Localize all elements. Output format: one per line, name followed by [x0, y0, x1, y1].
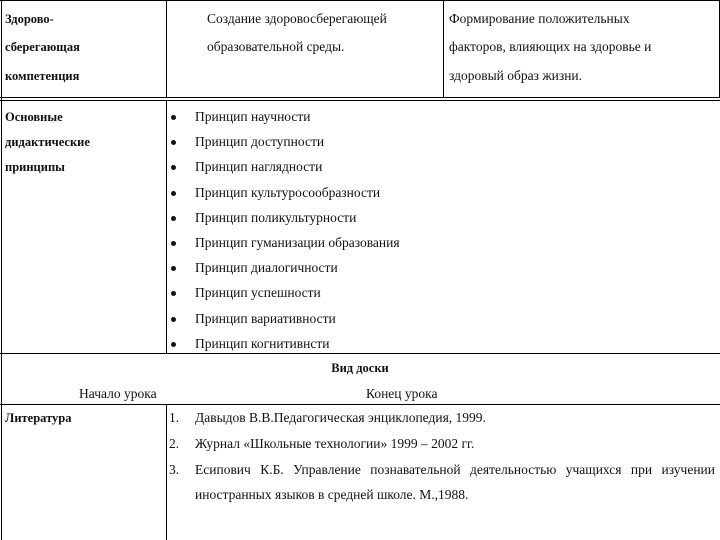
competence-label: компетенция	[5, 69, 80, 83]
bullet-icon	[171, 216, 176, 221]
bullet-icon	[171, 165, 176, 170]
principle-item: Принцип диалогичности	[195, 260, 338, 276]
principle-item: Принцип гуманизации образования	[195, 235, 400, 250]
principles-label: принципы	[5, 160, 65, 174]
principle-item: Принцип культуросообразности	[195, 184, 381, 200]
bullet-icon	[171, 241, 176, 246]
literature-label: Литература	[5, 411, 72, 425]
principle-item: Принцип вариативности	[195, 310, 336, 326]
header-col3: Формирование положительных	[449, 11, 630, 26]
rule	[166, 0, 167, 97]
bullet-icon	[171, 191, 176, 196]
rule	[166, 100, 167, 353]
board-end: Конец урока	[366, 386, 438, 401]
literature-number: 3.	[169, 462, 180, 477]
rule	[0, 97, 720, 98]
competence-label: Здорово-	[5, 12, 54, 26]
literature-item: Журнал «Школьные технологии» 1999 – 2002 гг.	[195, 436, 475, 451]
principle-item: Принцип доступности	[195, 134, 325, 150]
header-col2: Создание здоровосберегающей	[207, 11, 387, 26]
principles-label: дидактические	[5, 135, 90, 149]
rule	[0, 100, 720, 101]
bullet-icon	[171, 115, 176, 120]
principle-item: Принцип научности	[195, 109, 311, 124]
literature-number: 1.	[169, 410, 180, 425]
principle-item: Принцип успешности	[195, 285, 321, 301]
board-start: Начало урока	[79, 386, 157, 401]
bullet-icon	[171, 266, 176, 271]
bullet-icon	[171, 317, 176, 322]
principle-item: Принцип поликультурности	[195, 209, 357, 225]
rule	[0, 0, 720, 1]
literature-number: 2.	[169, 436, 180, 451]
literature-item-continuation: иностранных языков в средней школе. М.,1988.	[195, 487, 469, 502]
literature-item: Давыдов В.В.Педагогическая энциклопедия, 1999.	[195, 410, 486, 425]
header-col2: образовательной среды.	[207, 39, 345, 54]
bullet-icon	[171, 342, 176, 347]
header-col3: здоровый образ жизни.	[449, 68, 583, 83]
competence-label: сберегающая	[5, 40, 80, 54]
rule	[443, 0, 444, 97]
header-col3: факторов, влияющих на здоровье и	[449, 39, 652, 54]
rule	[0, 404, 720, 405]
principle-item: Принцип наглядности	[195, 159, 323, 175]
rule	[0, 353, 720, 354]
rule	[1, 0, 2, 540]
bullet-icon	[171, 291, 176, 296]
principles-label: Основные	[5, 110, 63, 124]
rule	[166, 404, 167, 540]
literature-item: Есипович К.Б. Управление познавательной деятельностью учащихся при изучении	[195, 462, 715, 477]
bullet-icon	[171, 140, 176, 145]
principle-item: Принцип когнитивнсти	[195, 335, 330, 351]
board-title: Вид доски	[331, 361, 389, 375]
